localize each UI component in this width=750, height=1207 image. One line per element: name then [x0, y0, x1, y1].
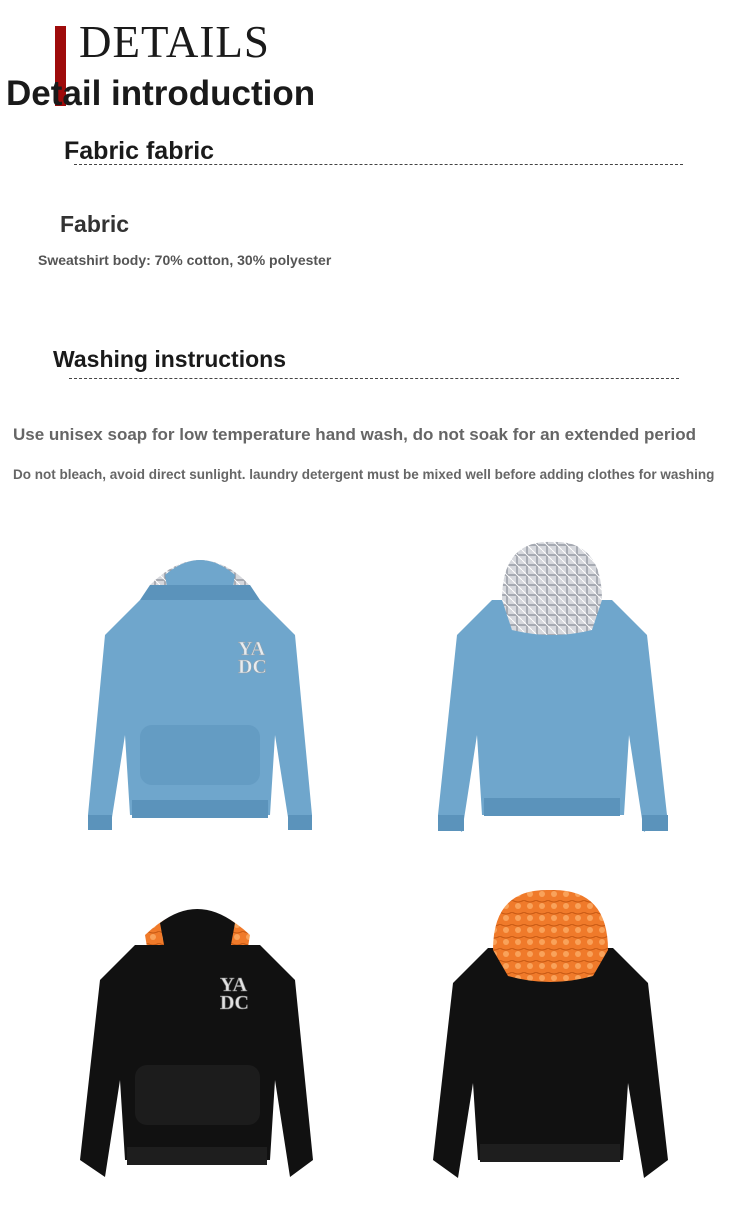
washing-divider [69, 378, 679, 379]
black-hoodie-front-image [75, 895, 320, 1185]
washing-section-heading: Washing instructions [53, 346, 286, 372]
svg-text:DC: DC [238, 656, 267, 678]
washing-instruction-1: Use unisex soap for low temperature hand wash, do not soak for an extended period [13, 425, 696, 444]
svg-text:YA: YA [238, 638, 266, 660]
svg-text:DC: DC [220, 992, 249, 1014]
brand-heading: DETAILS [79, 17, 270, 67]
fabric-section-heading: Fabric fabric [64, 137, 215, 165]
page-title: Detail introduction [6, 74, 316, 113]
blue-hoodie-front-image [80, 545, 320, 840]
fabric-divider [74, 164, 683, 165]
blue-hoodie-back-image [432, 540, 672, 840]
fabric-composition-text: Sweatshirt body: 70% cotton, 30% polyester [38, 252, 332, 268]
washing-instruction-2: Do not bleach, avoid direct sunlight. laundry detergent must be mixed well before adding clothes for washing [13, 467, 715, 482]
svg-text:YA: YA [220, 974, 248, 996]
fabric-subheading: Fabric [60, 211, 130, 237]
black-hoodie-back-image [428, 888, 673, 1183]
